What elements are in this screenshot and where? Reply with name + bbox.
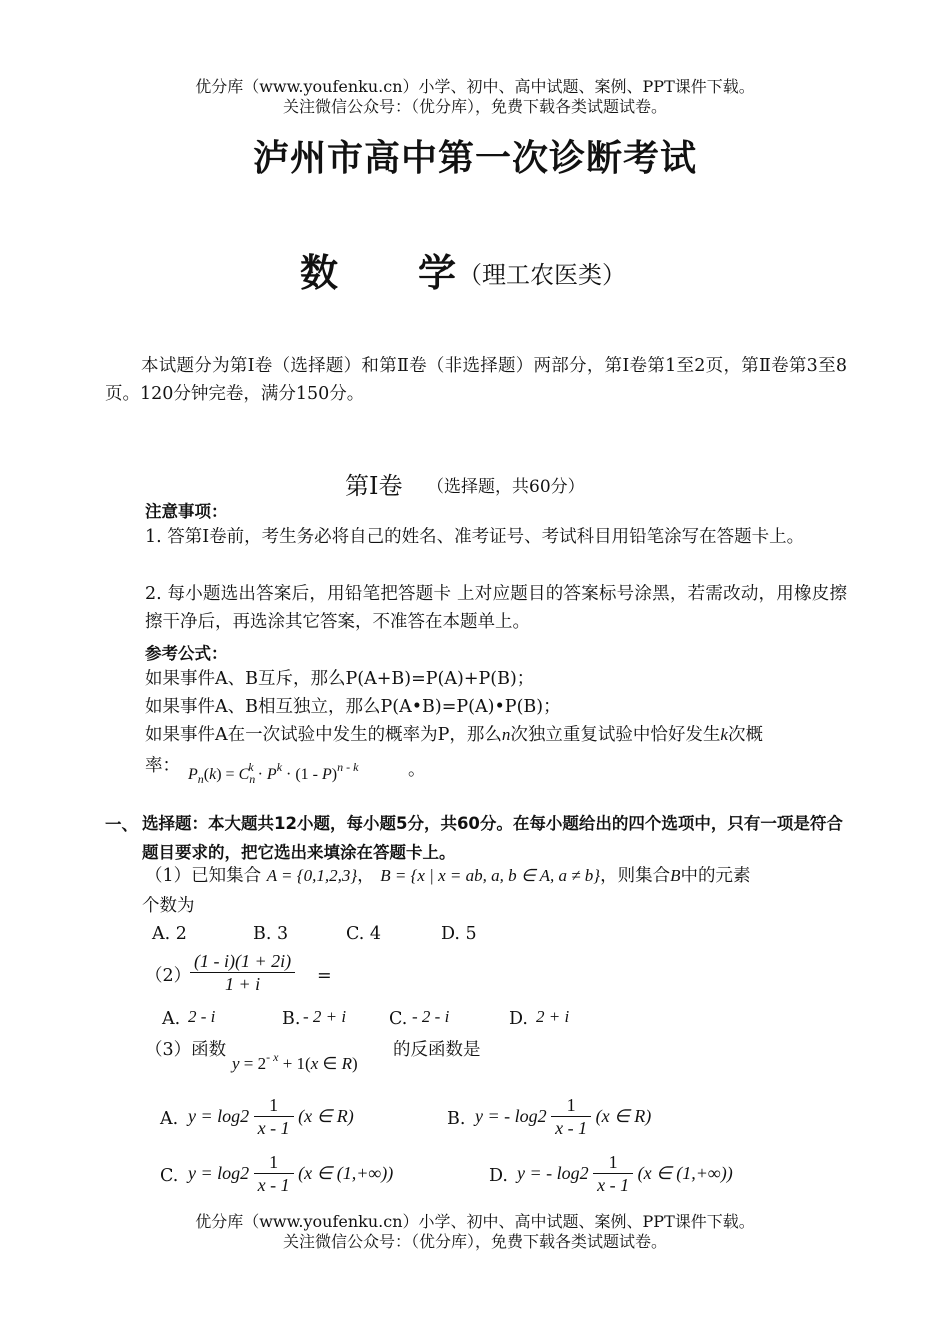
q2-prefix: （2） xyxy=(145,966,192,986)
q3-label-d: D. xyxy=(489,1166,508,1186)
q3-option-c-lead: y = log2 xyxy=(188,1163,250,1183)
q3-option-b-num: 1 xyxy=(551,1094,591,1117)
q3-option-d-den: x - 1 xyxy=(597,1175,630,1195)
q3-option-d-num: 1 xyxy=(593,1151,633,1174)
q2-fraction xyxy=(190,950,295,995)
q3-label-a: A. xyxy=(160,1109,179,1129)
q1-var-b: B xyxy=(670,866,681,885)
q2-label-a: A. xyxy=(162,1009,181,1029)
formula-3-var-n: n xyxy=(501,725,511,744)
q3-option-d xyxy=(517,1151,733,1196)
q2-label-c: C. xyxy=(389,1009,408,1029)
q2-option-a: 2 - i xyxy=(188,1007,216,1026)
q3-option-d-fraction xyxy=(593,1151,633,1196)
page-footer-line1: 优分库（www.youfenku.cn）小学、初中、高中试题、案例、PPT课件下载。 xyxy=(195,1212,755,1231)
formula-3-end: 。 xyxy=(408,760,426,780)
q1-set-a: A = {0,1,2,3} xyxy=(266,866,358,885)
q1-option-c: C. 4 xyxy=(346,924,382,944)
q2-equals: = xyxy=(317,966,332,986)
formulas-heading: 参考公式： xyxy=(145,644,228,663)
q2-label-b: B. xyxy=(282,1009,301,1029)
q1-option-b: B. 3 xyxy=(253,924,289,944)
q3-option-b-domain: (x ∈ R) xyxy=(595,1106,652,1126)
q2-label-d: D. xyxy=(509,1009,528,1029)
formula-3-part-a: 如果事件A在一次试验中发生的概率为P，那么 xyxy=(145,725,502,745)
q3-option-b-fraction xyxy=(551,1094,591,1139)
q2-option-d: 2 + i xyxy=(536,1007,570,1026)
binomial-probability-formula: $P_n(k) = C_n^k \cdot P^k \cdot (1 - P)^{n - k}$ xyxy=(188,760,359,786)
q3-option-c xyxy=(188,1151,393,1196)
formula-3-var-k: k xyxy=(720,725,728,744)
q1-option-d: D. 5 xyxy=(441,924,477,944)
q3-option-d-domain: (x ∈ (1,+∞)) xyxy=(637,1163,733,1183)
q3-option-a-den: x - 1 xyxy=(257,1118,290,1138)
notice-item-2: 2. 每小题选出答案后，用铅笔把答题卡 上对应题目的答案标号涂黑，若需改动，用橡皮擦擦干净后，再选涂其它答案，不准答在本题单上。 xyxy=(145,584,847,632)
formula-3-part-c: 次概 xyxy=(727,725,763,745)
page-header-line2: 关注微信公众号：（优分库），免费下载各类试题试卷。 xyxy=(282,97,667,116)
notice-item-1: 1. 答第Ⅰ卷前，考生务必将自己的姓名、准考证号、考试科目用铅笔涂写在答题卡上。 xyxy=(145,527,805,547)
formula-1: 如果事件A、B互斥，那么P(A+B)=P(A)+P(B)； xyxy=(145,669,535,689)
q3-option-b-den: x - 1 xyxy=(555,1118,588,1138)
intro-paragraph: 本试题分为第Ⅰ卷（选择题）和第Ⅱ卷（非选择题）两部分，第Ⅰ卷第1至2页，第Ⅱ卷第3至8页。120分钟完卷，满分150分。 xyxy=(105,356,847,404)
section1-instructions: 选择题：本大题共12小题，每小题5分，共60分。在每小题给出的四个选项中，只有一项是符合题目要求的，把它选出来填涂在答题卡上。 xyxy=(142,814,843,862)
q3-label-b: B. xyxy=(447,1109,466,1129)
q3-option-c-domain: (x ∈ (1,+∞)) xyxy=(298,1163,394,1183)
part1-title: 第Ⅰ卷 xyxy=(345,472,403,500)
q2-option-c: - 2 - i xyxy=(412,1007,450,1026)
page-footer-line2: 关注微信公众号：（优分库），免费下载各类试题试卷。 xyxy=(282,1232,667,1251)
q3-option-a-fraction xyxy=(254,1094,294,1139)
formula-3-text xyxy=(145,721,763,749)
q3-option-c-den: x - 1 xyxy=(257,1175,290,1195)
q3-suffix: 的反函数是 xyxy=(393,1040,481,1060)
section1-label: 一、 xyxy=(105,815,138,834)
q2-denominator: 1 + i xyxy=(224,974,261,994)
q2-expression xyxy=(190,950,295,995)
q1-option-a: A. 2 xyxy=(152,924,187,944)
q3-prefix: （3）函数 xyxy=(145,1040,227,1060)
q1-prefix: （1）已知集合 xyxy=(145,866,262,886)
subject-char1: 数 xyxy=(300,251,339,295)
q2-numerator: (1 - i)(1 + 2i) xyxy=(190,950,295,973)
formula-3-part-b: 次独立重复试验中恰好发生 xyxy=(510,725,721,745)
formula-2: 如果事件A、B相互独立，那么P(A•B)=P(A)•P(B)； xyxy=(145,697,561,717)
q3-function: $y = 2^{- x} + 1(x$ ∈ R) xyxy=(232,1050,358,1073)
page-header-line1: 优分库（www.youfenku.cn）小学、初中、高中试题、案例、PPT课件下载。 xyxy=(195,77,755,96)
subject-char2: 学 xyxy=(418,251,457,295)
q3-option-a-domain: (x ∈ R) xyxy=(298,1106,354,1126)
notice-heading: 注意事项： xyxy=(145,502,228,521)
q3-option-d-lead: y = - log2 xyxy=(517,1163,589,1183)
q3-option-b xyxy=(475,1094,651,1139)
formula-3-continued: 率： xyxy=(145,756,180,776)
q3-option-b-lead: y = - log2 xyxy=(475,1106,547,1126)
q3-option-a-lead: y = log2 xyxy=(188,1106,250,1126)
q1-suffix-1: ，则集合 xyxy=(600,866,671,886)
q1-stem xyxy=(145,862,751,890)
q3-option-c-fraction xyxy=(254,1151,294,1196)
q1-comma: ， xyxy=(357,866,375,886)
subject-category: （理工农医类） xyxy=(458,261,626,289)
q1-set-b: B = {x | x = ab, a, b ∈ A, a ≠ b} xyxy=(380,866,601,885)
q3-option-a-num: 1 xyxy=(254,1094,294,1117)
q3-label-c: C. xyxy=(160,1166,179,1186)
q3-option-a xyxy=(188,1094,354,1139)
exam-title: 泸州市高中第一次诊断考试 xyxy=(252,138,697,179)
q1-suffix-2: 中的元素 xyxy=(680,866,751,886)
q2-option-b: - 2 + i xyxy=(303,1007,347,1026)
q3-option-c-num: 1 xyxy=(254,1151,294,1174)
q1-stem-line2: 个数为 xyxy=(142,896,195,916)
part1-subtitle: （选择题，共60分） xyxy=(427,477,585,497)
